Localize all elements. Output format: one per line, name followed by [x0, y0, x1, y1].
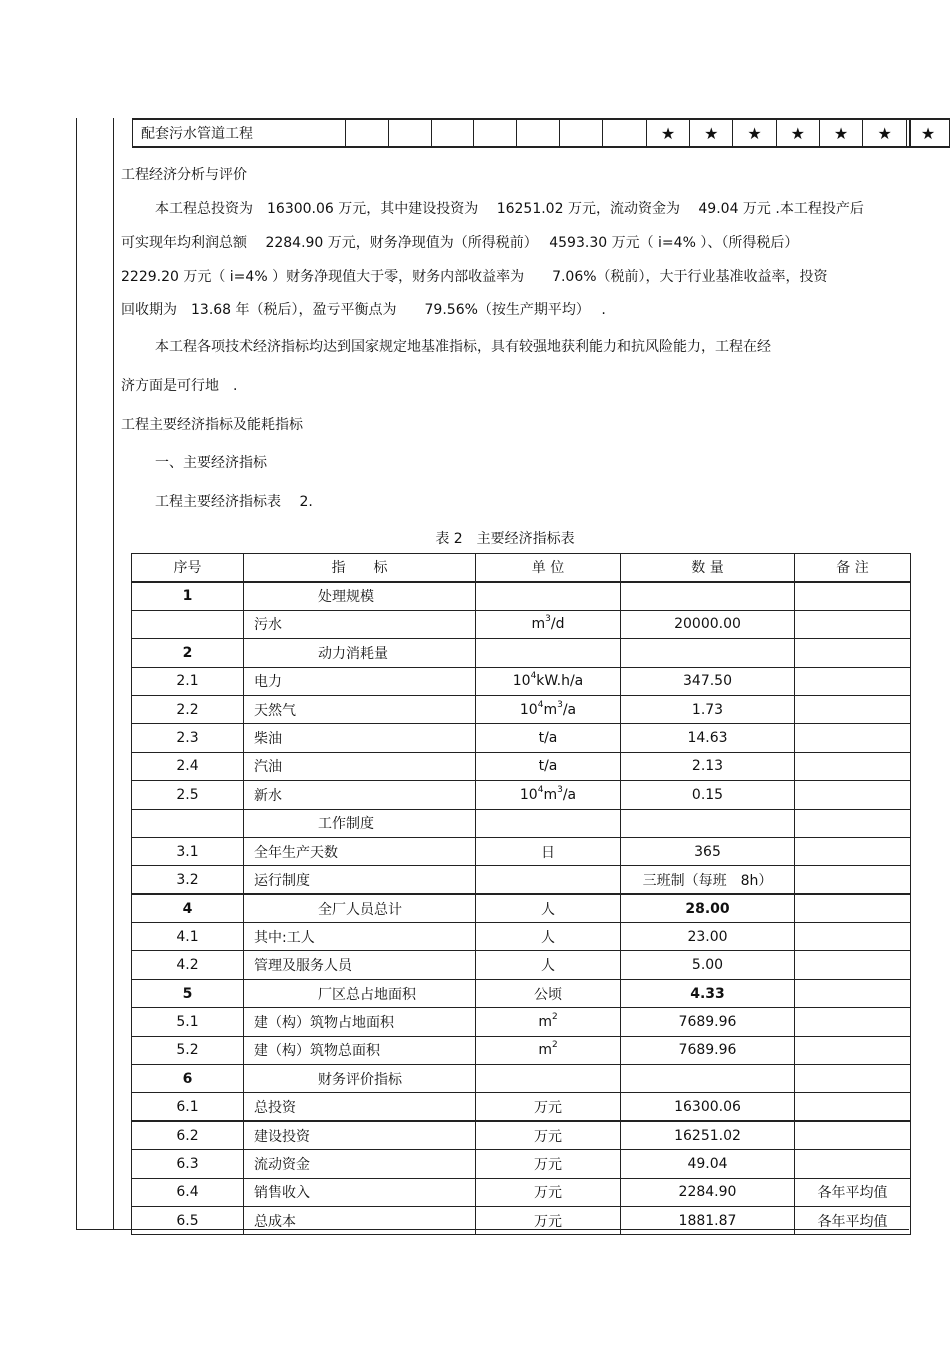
row-qty	[621, 1065, 795, 1093]
row-no: 6.4	[132, 1178, 244, 1206]
row-unit: 人	[476, 923, 621, 951]
heading-main-indicators: 一、主要经济指标	[155, 455, 267, 471]
row-name: 财务评价指标	[244, 1065, 476, 1093]
row-qty: 16300.06	[621, 1093, 795, 1121]
table-row	[132, 1178, 911, 1206]
row-name: 全厂人员总计	[244, 894, 476, 922]
row-name: 建（构）筑物总面积	[244, 1036, 476, 1064]
row-unit: 公顷	[476, 979, 621, 1007]
row-no: 4.1	[132, 923, 244, 951]
top-row-cell	[346, 119, 389, 147]
row-unit: 人	[476, 951, 621, 979]
star-cell: ★	[646, 119, 690, 147]
para1-line1: 本工程总投资为 16300.06 万元，其中建设投资为 16251.02 万元，流动资金为 49.04 万元 .本工程投产后	[155, 201, 864, 217]
row-note	[795, 979, 911, 1007]
row-note	[795, 837, 911, 865]
row-unit: $m^2$	[476, 1036, 621, 1064]
row-name: 总成本	[244, 1206, 476, 1234]
row-qty: 7689.96	[621, 1036, 795, 1064]
para1-line4: 回收期为 13.68 年（税后），盈亏平衡点为 79.56%（按生产期平均） .	[121, 302, 606, 318]
row-unit	[476, 866, 621, 894]
row-name: 动力消耗量	[244, 639, 476, 667]
row-name: 建（构）筑物占地面积	[244, 1008, 476, 1036]
row-qty: 28.00	[621, 894, 795, 922]
row-qty: 三班制（每班 8h）	[621, 866, 795, 894]
table-caption: 表 2 主要经济指标表	[435, 531, 575, 547]
row-unit: $m^3/d$	[476, 610, 621, 638]
star-cell: ★	[907, 119, 950, 147]
header-note: 备 注	[795, 554, 911, 582]
row-note	[795, 894, 911, 922]
row-no: 2.4	[132, 752, 244, 780]
row-name: 管理及服务人员	[244, 951, 476, 979]
row-note	[795, 724, 911, 752]
row-no: 1	[132, 582, 244, 610]
row-unit: $10^4m^3/a$	[476, 781, 621, 809]
row-qty: 20000.00	[621, 610, 795, 638]
row-no: 5.2	[132, 1036, 244, 1064]
row-no: 3.2	[132, 866, 244, 894]
row-qty: 347.50	[621, 667, 795, 695]
para2-line1: 本工程各项技术经济指标均达到国家规定地基准指标，具有较强地获利能力和抗风险能力，工程在经	[155, 339, 771, 355]
row-name: 总投资	[244, 1093, 476, 1121]
top-row-cell	[388, 119, 431, 147]
row-note	[795, 1008, 911, 1036]
row-unit: 万元	[476, 1121, 621, 1149]
row-name: 其中:工人	[244, 923, 476, 951]
row-unit: $10^4kW.h/a$	[476, 667, 621, 695]
row-unit	[476, 1065, 621, 1093]
header-unit: 单 位	[476, 554, 621, 582]
heading-indicators: 工程主要经济指标及能耗指标	[121, 417, 303, 433]
row-note	[795, 639, 911, 667]
table-header	[132, 554, 911, 582]
inner-divider	[113, 118, 114, 1230]
row-no	[132, 809, 244, 837]
table-row	[132, 639, 911, 667]
table-row	[132, 781, 911, 809]
star-cell: ★	[819, 119, 863, 147]
row-no: 3.1	[132, 837, 244, 865]
para2-line2: 济方面是可行地 .	[121, 378, 238, 394]
row-name: 电力	[244, 667, 476, 695]
row-qty	[621, 809, 795, 837]
row-note	[795, 923, 911, 951]
row-qty: 5.00	[621, 951, 795, 979]
header-qty: 数 量	[621, 554, 795, 582]
row-note	[795, 866, 911, 894]
row-unit: t/a	[476, 752, 621, 780]
table-row	[132, 1065, 911, 1093]
row-qty: 0.15	[621, 781, 795, 809]
row-unit: 人	[476, 894, 621, 922]
table-row	[132, 979, 911, 1007]
star-cell: ★	[863, 119, 907, 147]
row-unit: 万元	[476, 1178, 621, 1206]
row-qty: 1.73	[621, 695, 795, 723]
row-name: 工作制度	[244, 809, 476, 837]
table-row	[132, 1008, 911, 1036]
top-row-cell	[474, 119, 517, 147]
row-unit: 万元	[476, 1093, 621, 1121]
table-row	[132, 1093, 911, 1121]
row-no: 6.2	[132, 1121, 244, 1149]
para1-line3: 2229.20 万元（ i=4% ）财务净现值大于零，财务内部收益率为 7.06%（税前），大于行业基准收益率，投资	[121, 269, 828, 285]
top-row-cell	[603, 119, 647, 147]
table-row	[132, 1121, 911, 1149]
table-row	[132, 1036, 911, 1064]
header-indicator: 指 标	[244, 554, 476, 582]
row-note: 各年平均值	[795, 1178, 911, 1206]
row-qty: 16251.02	[621, 1121, 795, 1149]
row-name: 处理规模	[244, 582, 476, 610]
row-name: 天然气	[244, 695, 476, 723]
row-note	[795, 1121, 911, 1149]
row-unit	[476, 582, 621, 610]
row-unit	[476, 639, 621, 667]
row-no: 5.1	[132, 1008, 244, 1036]
row-no: 4	[132, 894, 244, 922]
star-cell: ★	[690, 119, 733, 147]
row-no: 5	[132, 979, 244, 1007]
top-row-cell	[516, 119, 560, 147]
table-row	[132, 866, 911, 894]
row-qty: 1881.87	[621, 1206, 795, 1234]
row-note	[795, 667, 911, 695]
row-no: 2.3	[132, 724, 244, 752]
row-note	[795, 1065, 911, 1093]
row-name: 运行制度	[244, 866, 476, 894]
row-name: 销售收入	[244, 1178, 476, 1206]
top-row-cell	[431, 119, 474, 147]
top-row-name: 配套污水管道工程	[133, 119, 346, 147]
row-unit: $10^4m^3/a$	[476, 695, 621, 723]
table-row	[132, 695, 911, 723]
table-row	[132, 667, 911, 695]
table-row	[132, 724, 911, 752]
top-row	[133, 119, 950, 147]
table-row	[132, 837, 911, 865]
row-qty	[621, 582, 795, 610]
row-no: 6	[132, 1065, 244, 1093]
table-row	[132, 951, 911, 979]
row-name: 全年生产天数	[244, 837, 476, 865]
row-name: 污水	[244, 610, 476, 638]
row-qty: 14.63	[621, 724, 795, 752]
row-note	[795, 1150, 911, 1178]
row-unit: 万元	[476, 1206, 621, 1234]
row-no: 6.1	[132, 1093, 244, 1121]
heading-table-ref: 工程主要经济指标表 2.	[155, 494, 313, 510]
row-name: 流动资金	[244, 1150, 476, 1178]
row-name: 汽油	[244, 752, 476, 780]
row-note	[795, 582, 911, 610]
row-no: 6.3	[132, 1150, 244, 1178]
star-cell: ★	[733, 119, 777, 147]
row-note	[795, 1036, 911, 1064]
row-no: 2.1	[132, 667, 244, 695]
table-row	[132, 1206, 911, 1234]
table-row	[132, 752, 911, 780]
row-name: 建设投资	[244, 1121, 476, 1149]
header-no: 序号	[132, 554, 244, 582]
row-note	[795, 951, 911, 979]
row-note	[795, 1093, 911, 1121]
row-note	[795, 781, 911, 809]
table-row	[132, 923, 911, 951]
table-row	[132, 1150, 911, 1178]
row-note	[795, 809, 911, 837]
row-qty: 23.00	[621, 923, 795, 951]
table-row	[132, 894, 911, 922]
table-row	[132, 582, 911, 610]
row-unit	[476, 809, 621, 837]
row-name: 柴油	[244, 724, 476, 752]
row-unit: 日	[476, 837, 621, 865]
table-row	[132, 809, 911, 837]
row-name: 厂区总占地面积	[244, 979, 476, 1007]
indicator-table	[131, 553, 911, 1235]
row-qty: 49.04	[621, 1150, 795, 1178]
row-no	[132, 610, 244, 638]
row-qty: 2.13	[621, 752, 795, 780]
row-unit: 万元	[476, 1150, 621, 1178]
row-no: 4.2	[132, 951, 244, 979]
row-qty: 365	[621, 837, 795, 865]
row-note	[795, 752, 911, 780]
row-unit: t/a	[476, 724, 621, 752]
row-qty: 7689.96	[621, 1008, 795, 1036]
para1-line2: 可实现年均利润总额 2284.90 万元，财务净现值为（所得税前） 4593.30 万元（ i=4% ）、（所得税后）	[121, 235, 799, 251]
row-note: 各年平均值	[795, 1206, 911, 1234]
row-name: 新水	[244, 781, 476, 809]
section-title: 工程经济分析与评价	[121, 167, 247, 183]
table-row	[132, 610, 911, 638]
row-qty	[621, 639, 795, 667]
top-row-table	[132, 118, 950, 148]
row-qty: 2284.90	[621, 1178, 795, 1206]
row-no: 2.5	[132, 781, 244, 809]
row-note	[795, 610, 911, 638]
row-unit: $m^2$	[476, 1008, 621, 1036]
row-qty: 4.33	[621, 979, 795, 1007]
row-no: 2	[132, 639, 244, 667]
top-row-cell	[560, 119, 603, 147]
row-note	[795, 695, 911, 723]
row-no: 6.5	[132, 1206, 244, 1234]
star-cell: ★	[776, 119, 819, 147]
row-no: 2.2	[132, 695, 244, 723]
